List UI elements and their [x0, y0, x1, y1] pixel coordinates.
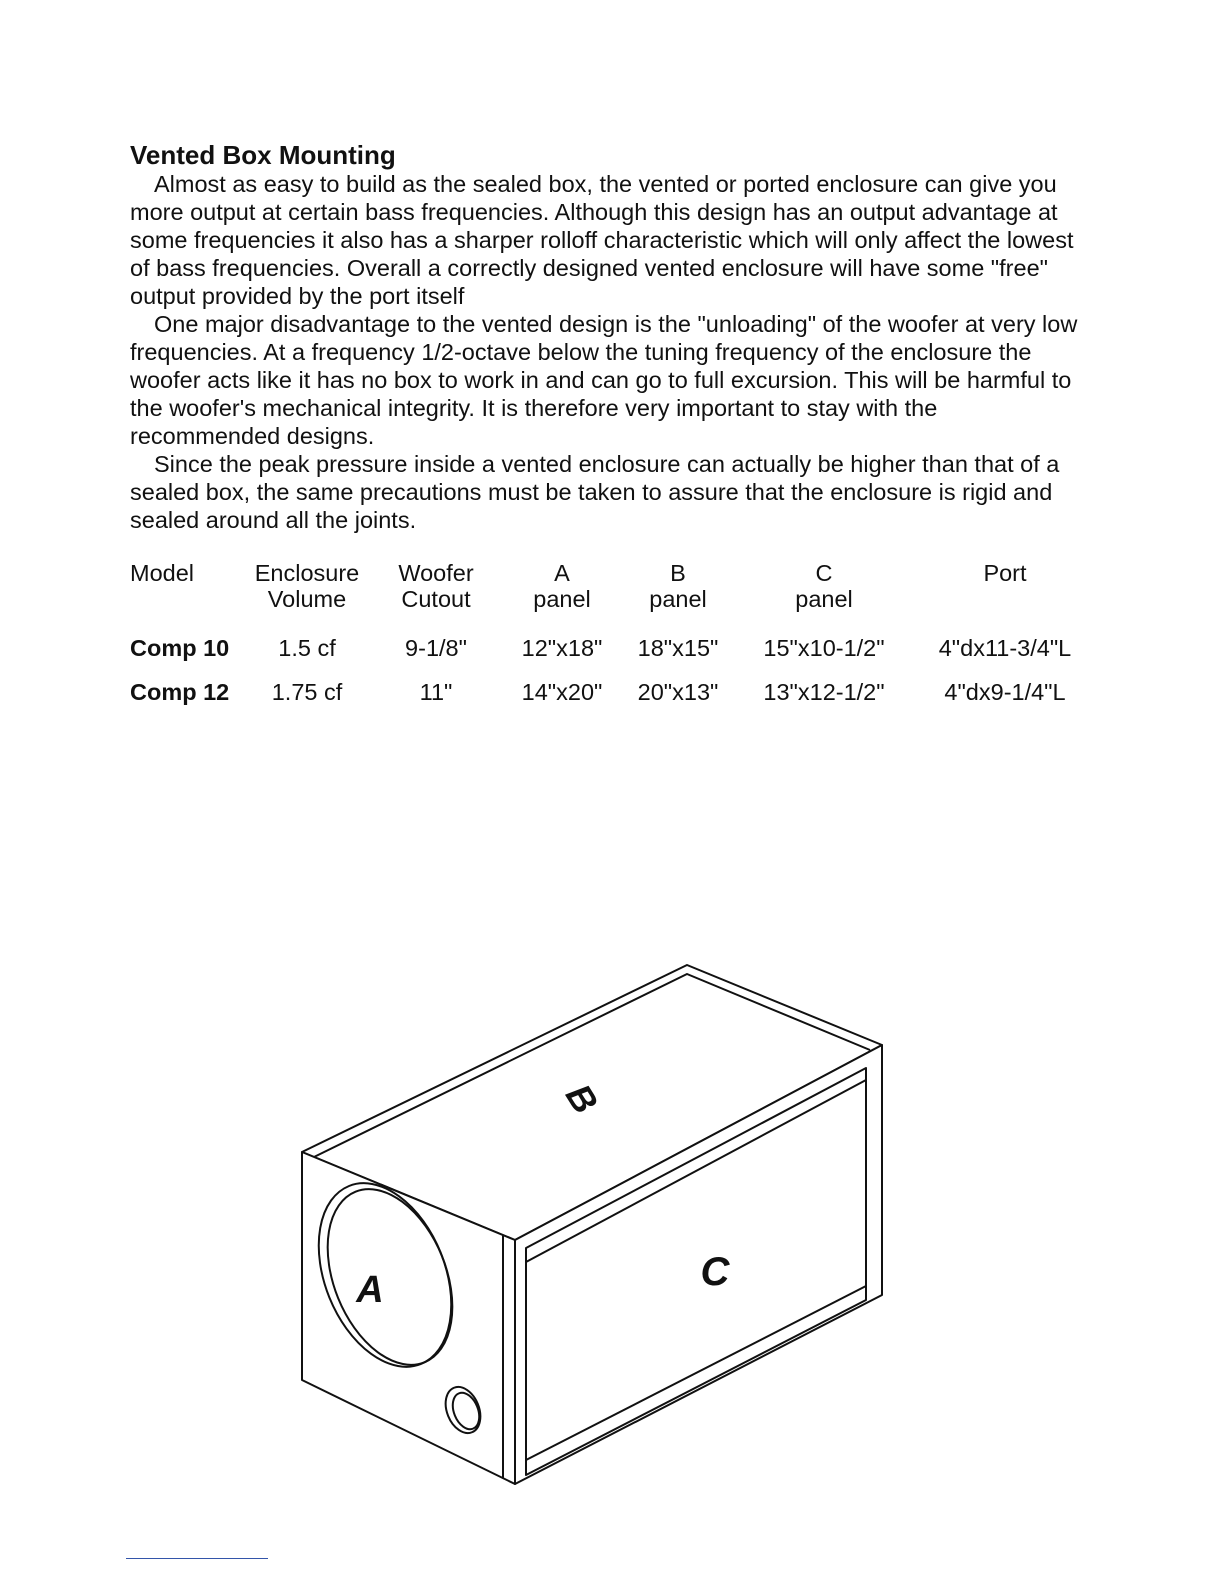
cell-b-panel: 20"x13"	[637, 678, 719, 705]
header-model: Model	[130, 560, 195, 586]
enclosure-drawing	[290, 950, 910, 1510]
header-enclosure-volume: Enclosure Volume	[254, 560, 360, 612]
paragraph-1: Almost as easy to build as the sealed box, the vented or ported enclosure can give you more output at certain bass frequencies. Although this design has an output advantage at some frequencies it also has a sharper rolloff characteristic which will only affect the lowest of bass frequencies. Overall a correctly designed vented enclosure will have some "free" output provided by the port itself	[130, 171, 1074, 309]
enclosure-diagram	[290, 950, 910, 1515]
header-port: Port	[983, 560, 1027, 586]
cell-model: Comp 12	[130, 678, 230, 705]
label-c: C	[700, 1250, 730, 1294]
cell-volume: 1.75 cf	[271, 678, 343, 705]
table-row	[130, 626, 1100, 670]
header-c-panel: C panel	[795, 560, 853, 612]
cell-c-panel: 15"x10-1/2"	[763, 634, 885, 661]
footnote-rule	[126, 1558, 268, 1559]
cell-port: 4"dx9-1/4"L	[944, 678, 1066, 705]
header-b-panel: B panel	[649, 560, 707, 612]
cell-cutout: 11"	[419, 678, 453, 705]
cell-a-panel: 12"x18"	[521, 634, 603, 661]
header-a-panel: A panel	[533, 560, 591, 612]
cell-b-panel: 18"x15"	[637, 634, 719, 661]
cell-a-panel: 14"x20"	[521, 678, 603, 705]
cell-model: Comp 10	[130, 634, 230, 661]
page-title: Vented Box Mounting	[130, 140, 396, 170]
cell-c-panel: 13"x12-1/2"	[763, 678, 885, 705]
label-a: A	[356, 1269, 384, 1311]
cell-volume: 1.5 cf	[278, 634, 336, 661]
label-b: B	[557, 1076, 607, 1121]
header-woofer-cutout: Woofer Cutout	[398, 560, 474, 612]
paragraph-3: Since the peak pressure inside a vented enclosure can actually be higher than that of a sealed box, the same precautions must be taken to assure that the enclosure is rigid and sealed around all the joints.	[130, 451, 1060, 533]
paragraph-2: One major disadvantage to the vented design is the "unloading" of the woofer at very low frequencies. At a frequency 1/2-octave below the tuning frequency of the enclosure the woofer acts like it has no box to work in and can go to full excursion. This will be harmful to the woofer's mechanical integrity. It is therefore very important to stay with the recommended designs.	[130, 311, 1078, 449]
body-text	[130, 170, 1090, 534]
cell-port: 4"dx11-3/4"L	[938, 634, 1072, 661]
table-row	[130, 670, 1100, 714]
cell-cutout: 9-1/8"	[405, 634, 467, 661]
table-header-row	[130, 560, 1100, 626]
spec-table	[130, 560, 1100, 714]
